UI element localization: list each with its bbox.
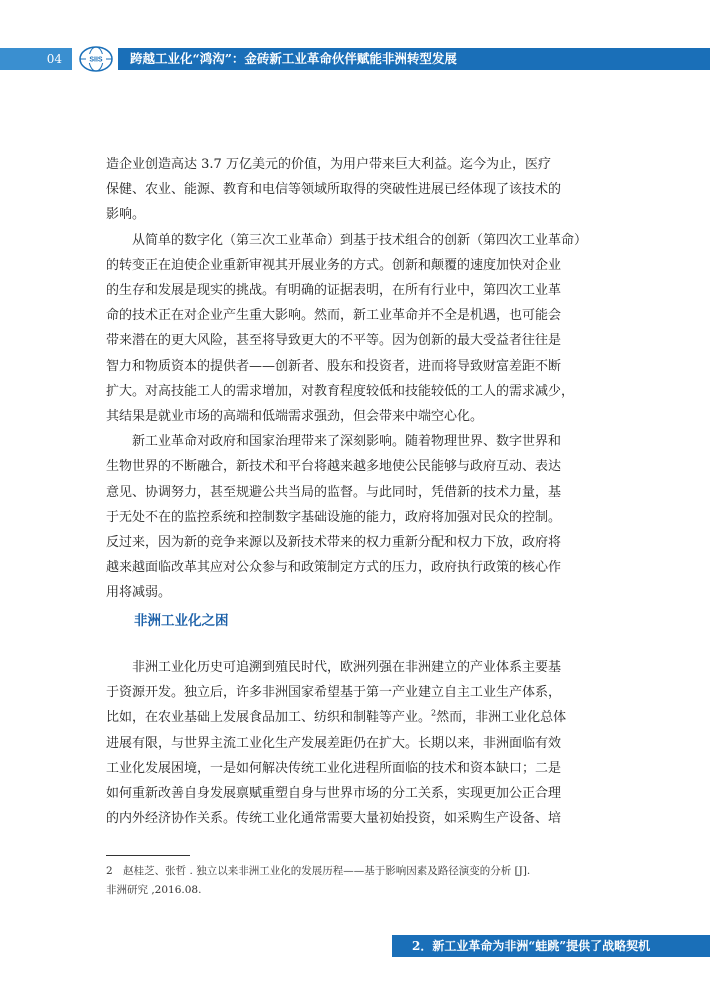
body-line: 智力和物质资本的提供者——创新者、股东和投资者，进而将导致财富差距不断 xyxy=(106,358,562,374)
body-line: 的内外经济协作关系。传统工业化通常需要大量初始投资，如采购生产设备、培 xyxy=(106,811,562,827)
body-line: 扩大。对高技能工人的需求增加，对教育程度较低和技能较低的工人的需求减少， xyxy=(106,383,575,399)
section-body-text xyxy=(106,655,606,831)
body-line: 的生存和发展是现实的挑战。有明确的证据表明，在所有行业中，第四次工业革 xyxy=(106,283,562,299)
footnote-ref-mark[interactable]: 2 xyxy=(431,709,437,719)
body-line: 非洲工业化历史可追溯到殖民时代，欧洲列强在非洲建立的产业体系主要基 xyxy=(106,660,562,675)
body-line: 用将减弱。 xyxy=(106,585,172,601)
body-line-with-footnote-ref xyxy=(106,705,606,730)
text-before-ref: 比如，在农业基础上发展食品加工、纺织和制鞋等产业。 xyxy=(106,710,432,726)
footnote-line: 2 赵桂芝、张哲 . 独立以来非洲工业化的发展历程——基于影响因素及路径演变的分析 [J]. xyxy=(106,865,531,877)
body-line: 生物世界的不断融合，新技术和平台将越来越多地使公民能够与政府互动、表达 xyxy=(106,459,562,475)
body-line: 工业化发展困境，一是如何解决传统工业化进程所面临的技术和资本缺口；二是 xyxy=(106,760,562,776)
body-line: 反过来，因为新的竞争来源以及新技术带来的权力重新分配和权力下放，政府将 xyxy=(106,535,562,551)
body-text xyxy=(106,152,606,606)
body-line: 命的技术正在对企业产生重大影响。然而，新工业革命并不全是机遇，也可能会 xyxy=(106,308,562,324)
chapter-footer: 2．新工业革命为非洲“蛙跳”提供了战略契机 xyxy=(392,935,710,957)
body-line: 新工业革命对政府和国家治理带来了深刻影响。随着物理世界、数字世界和 xyxy=(106,434,562,450)
body-line: 其结果是就业市场的高端和低端需求强劲，但会带来中端空心化。 xyxy=(106,409,484,425)
body-line: 从简单的数字化（第三次工业革命）到基于技术组合的创新（第四次工业革命） xyxy=(106,232,588,248)
body-line: 的转变正在迫使企业重新审视其开展业务的方式。创新和颠覆的速度加快对企业 xyxy=(106,257,562,273)
section-heading: 非洲工业化之困 xyxy=(134,613,229,629)
footnote-line: 非洲研究 ,2016.08. xyxy=(106,884,202,896)
footnote-divider xyxy=(106,855,190,856)
logo-text: SIIS xyxy=(89,56,103,64)
body-line: 保健、农业、能源、教育和电信等领域所取得的突破性进展已经体现了该技术的 xyxy=(106,182,562,198)
body-line: 带来潜在的更大风险，甚至将导致更大的不平等。因为创新的最大受益者往往是 xyxy=(106,333,562,349)
body-line: 如何重新改善自身发展禀赋重塑自身与世界市场的分工关系，实现更加公正合理 xyxy=(106,786,562,802)
footnote xyxy=(106,862,606,900)
page-number: 04 xyxy=(0,48,72,70)
body-line: 造企业创造高达 3.7 万亿美元的价值，为用户带来巨大利益。迄今为止，医疗 xyxy=(106,157,551,172)
body-line: 影响。 xyxy=(106,207,146,223)
body-line: 进展有限，与世界主流工业化生产发展差距仍在扩大。长期以来，非洲面临有效 xyxy=(106,735,562,751)
siis-logo-icon xyxy=(78,45,114,73)
running-header-title: 跨越工业化“鸿沟”：金砖新工业革命伙伴赋能非洲转型发展 xyxy=(118,48,710,70)
body-line: 意见、协调努力，甚至规避公共当局的监督。与此同时，凭借新的技术力量，基 xyxy=(106,484,562,500)
text-after-ref: 然而，非洲工业化总体 xyxy=(436,710,567,726)
body-line: 于无处不在的监控系统和控制数字基础设施的能力，政府将加强对民众的控制。 xyxy=(106,509,562,525)
body-line: 越来越面临改革其应对公众参与和政策制定方式的压力，政府执行政策的核心作 xyxy=(106,560,562,576)
body-line: 于资源开发。独立后，许多非洲国家希望基于第一产业建立自主工业生产体系， xyxy=(106,685,562,701)
